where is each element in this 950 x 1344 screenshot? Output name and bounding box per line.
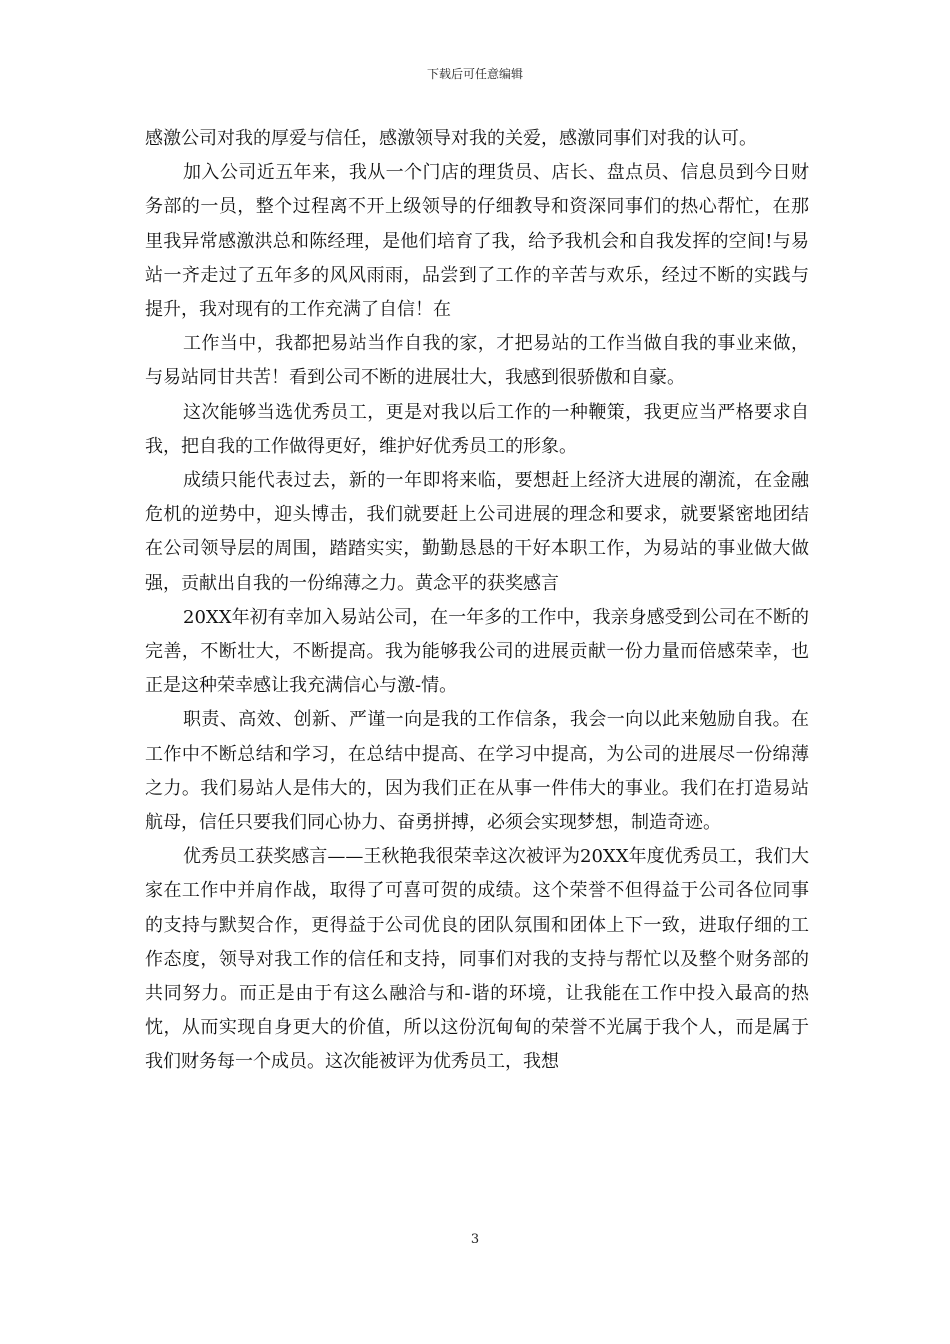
paragraph-5: 成绩只能代表过去，新的一年即将来临，要想赶上经济大进展的潮流，在金融危机的逆势中，迎头博击，我们就要赶上公司进展的理念和要求，就要紧密地团结在公司领导层的周围，踏踏实实，勤勤恳恳的干好本职工作，为易站的事业做大做强，贡献出自我的一份绵薄之力。黄念平的获奖感言 bbox=[145, 470, 809, 594]
paragraph-7: 职责、高效、创新、严谨一向是我的工作信条，我会一向以此来勉励自我。在工作中不断总结和学习，在总结中提高、在学习中提高，为公司的进展尽一份绵薄之力。我们易站人是伟大的，因为我们正在从事一件伟大的事业。我们在打造易站航母，信任只要我们同心协力、奋勇拼搏，必须会实现梦想，制造奇迹。 bbox=[145, 709, 809, 834]
document-body bbox=[145, 122, 809, 1080]
page-header: 下载后可任意编辑 bbox=[426, 67, 523, 81]
paragraph-6: 20XX年初有幸加入易站公司，在一年多的工作中，我亲身感受到公司在不断的完善，不断壮大，不断提高。我为能够我公司的进展贡献一份力量而倍感荣幸，也正是这种荣幸感让我充满信心与激-情。 bbox=[145, 606, 809, 697]
paragraph-4: 这次能够当选优秀员工，更是对我以后工作的一种鞭策，我更应当严格要求自我，把自我的工作做得更好，维护好优秀员工的形象。 bbox=[145, 401, 809, 457]
paragraph-2: 加入公司近五年来，我从一个门店的理货员、店长、盘点员、信息员到今日财务部的一员，整个过程离不开上级领导的仔细教导和资深同事们的热心帮忙，在那里我异常感激洪总和陈经理，是他们培育了我，给予我机会和自我发挥的空间!与易站一齐走过了五年多的风风雨雨，品尝到了工作的辛苦与欢乐，经过不断的实践与提升，我对现有的工作充满了自信！在 bbox=[145, 162, 809, 321]
paragraph-8: 优秀员工获奖感言——王秋艳我很荣幸这次被评为20XX年度优秀员工，我们大家在工作中并肩作战，取得了可喜可贺的成绩。这个荣誉不但得益于公司各位同事的支持与默契合作，更得益于公司优良的团队氛围和团体上下一致，进取仔细的工作态度，领导对我工作的信任和支持，同事们对我的支持与帮忙以及整个财务部的共同努力。而正是由于有这么融洽与和-谐的环境，让我能在工作中投入最高的热忱，从而实现自身更大的价值，所以这份沉甸甸的荣誉不光属于我个人，而是属于我们财务每一个成员。这次能被评为优秀员工，我想 bbox=[145, 846, 809, 1073]
paragraph-3: 工作当中，我都把易站当作自我的家，才把易站的工作当做自我的事业来做，与易站同甘共苦！看到公司不断的进展壮大，我感到很骄傲和自豪。 bbox=[145, 333, 809, 389]
paragraph-1: 感激公司对我的厚爱与信任，感激领导对我的关爱，感激同事们对我的认可。 bbox=[145, 128, 757, 149]
page-number: 3 bbox=[470, 1232, 480, 1247]
